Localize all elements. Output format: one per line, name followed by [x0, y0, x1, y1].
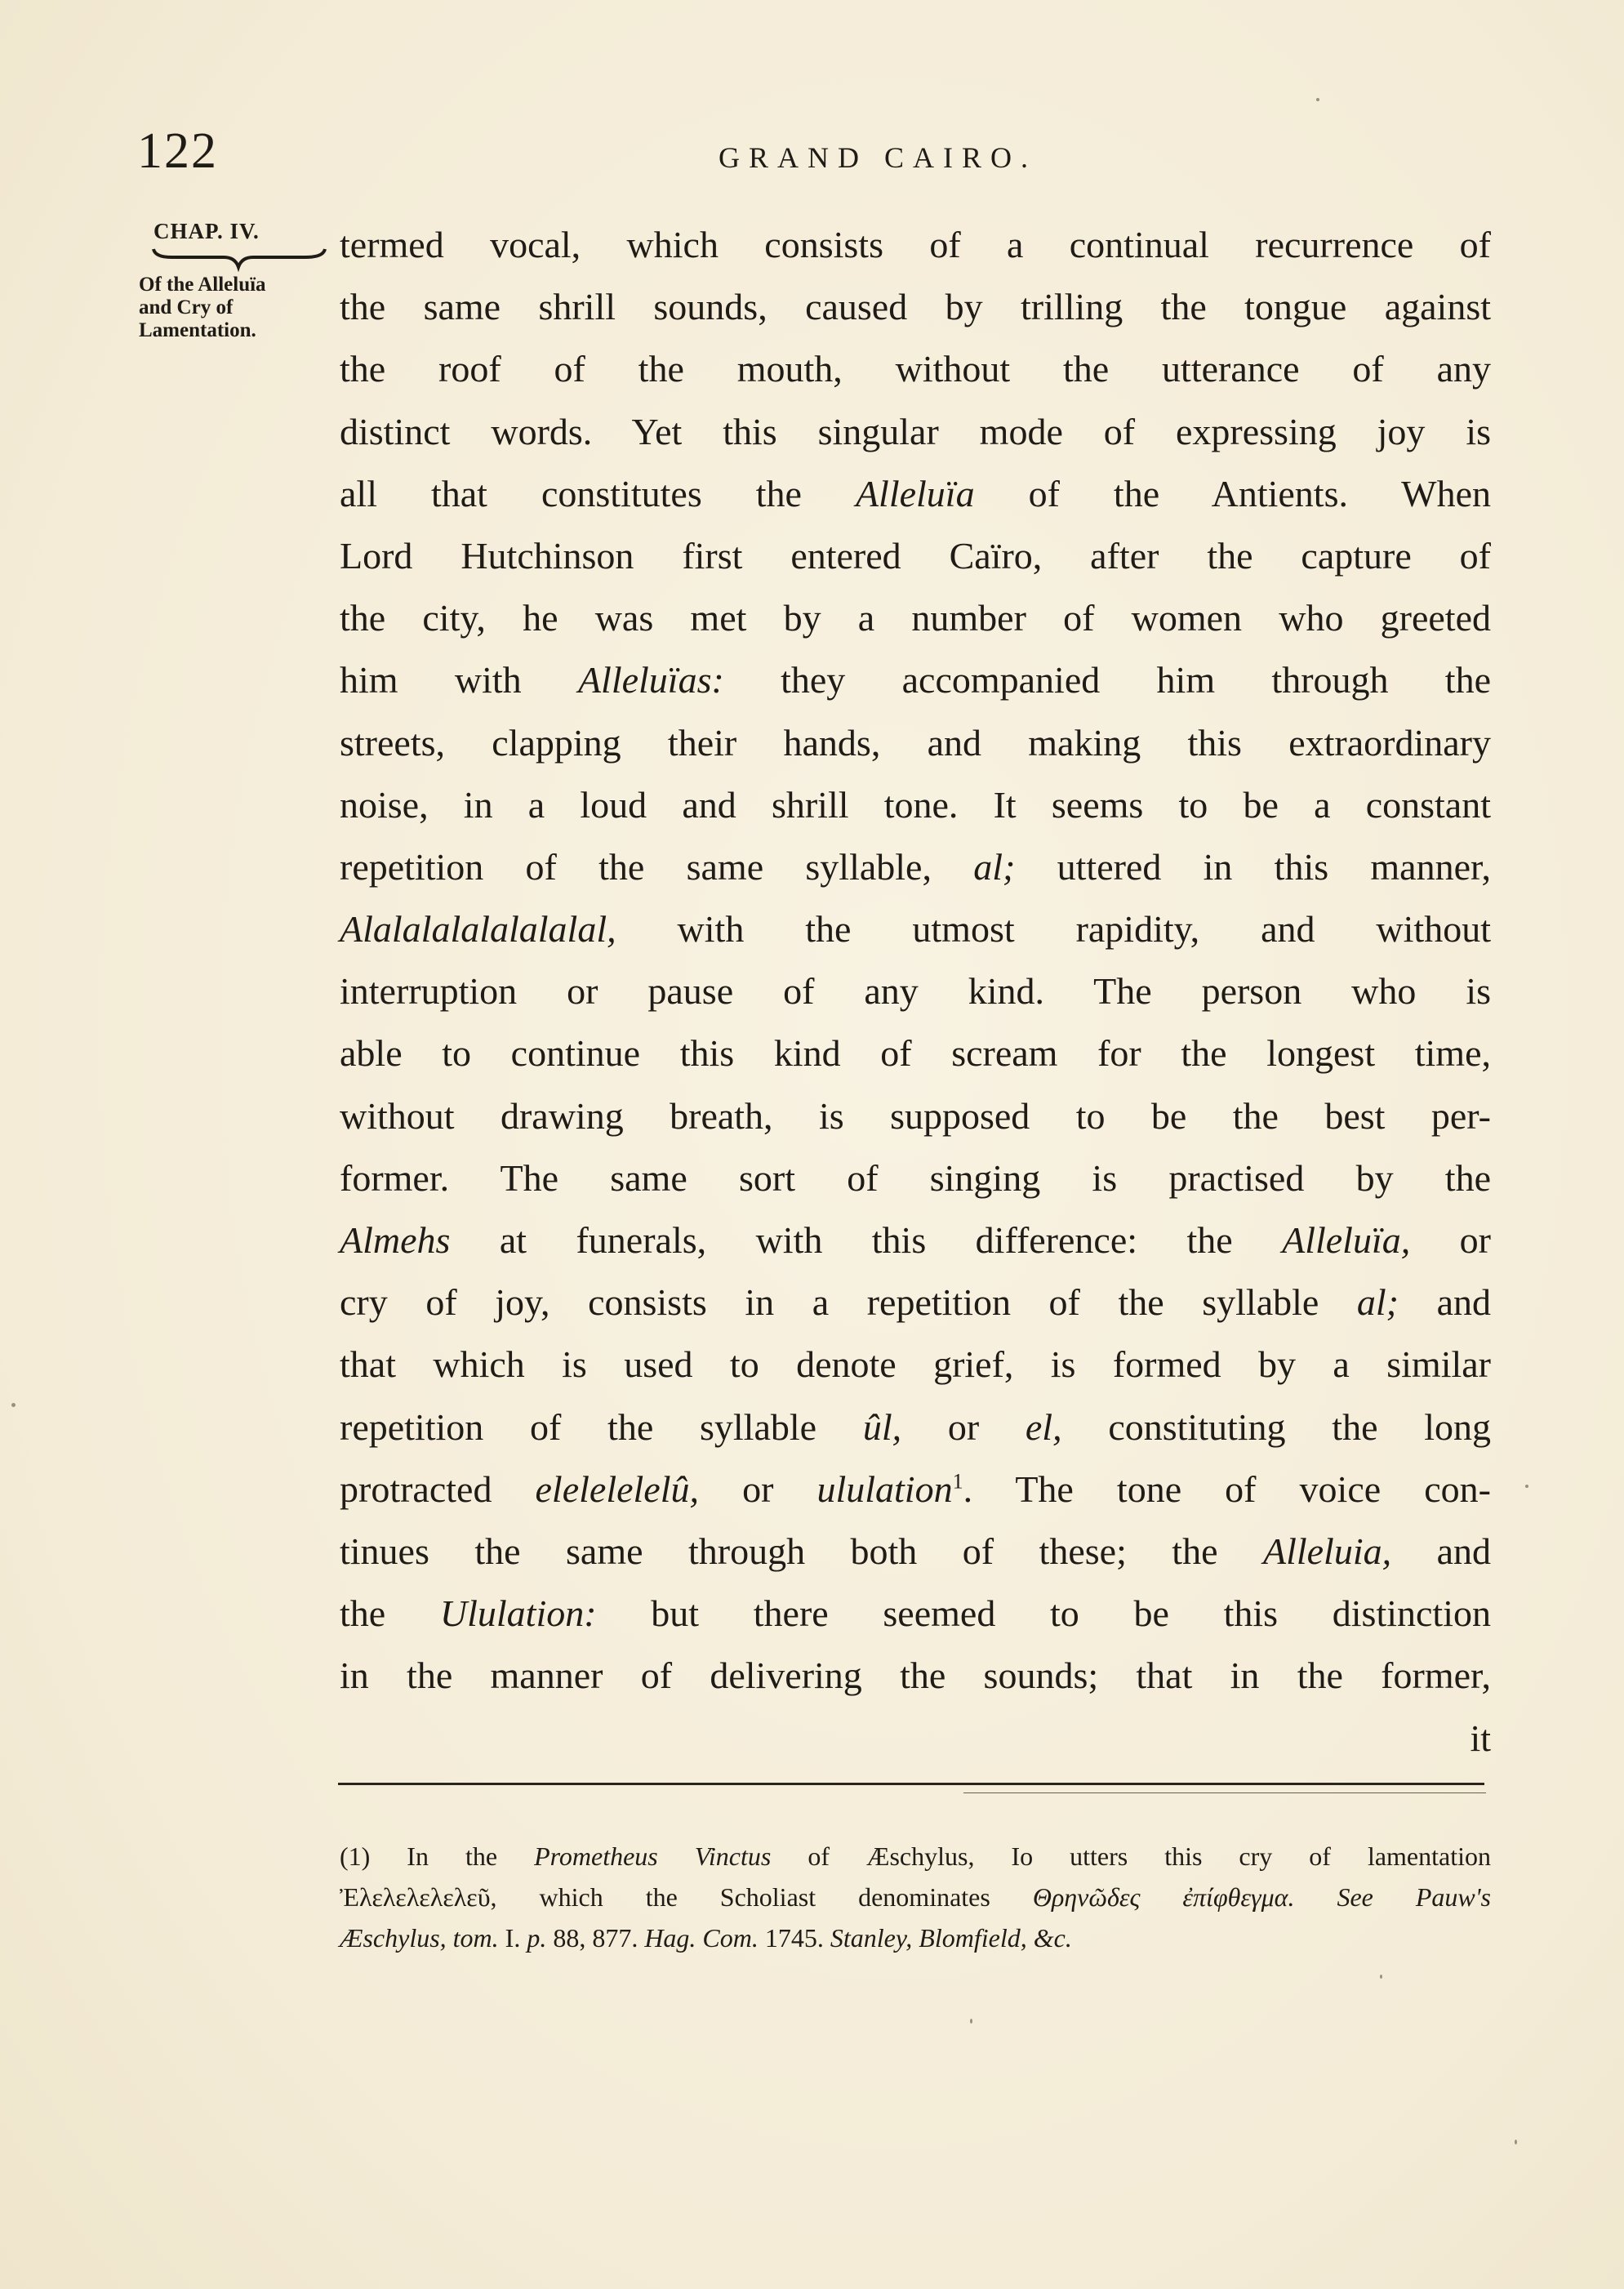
footnote-line: Ἐλελελελελεῦ, which the Scholiast denominates Θρηνῶδες ἐπίφθεγμα. See Pauw's [340, 1882, 1492, 1912]
paper-speck [970, 2019, 972, 2024]
text-line: cry of joy, consists in a repetition of the syllable al; and [340, 1281, 1491, 1324]
text-line: termed vocal, which consists of a continual recurrence of [340, 224, 1491, 265]
paper-speck [1515, 2140, 1517, 2144]
text-line: repetition of the syllable ûl, or el, constituting the long [340, 1405, 1491, 1448]
margin-note [139, 219, 327, 342]
curly-brace-icon [139, 244, 335, 272]
text-line: streets, clapping their hands, and making this extraordinary [340, 721, 1491, 764]
text-line: distinct words. Yet this singular mode of expressing joy is [340, 410, 1491, 452]
text-line: repetition of the same syllable, al; uttered in this manner, [340, 845, 1491, 888]
paper-speck [1380, 1975, 1382, 1979]
text-line: all that constitutes the Alleluïa of the Antients. When [340, 472, 1491, 514]
text-line: Lord Hutchinson first entered Caïro, after the capture of [340, 534, 1491, 577]
paper-speck [11, 1403, 16, 1407]
text-line: the roof of the mouth, without the utterance of any [340, 348, 1491, 390]
text-line: protracted elelelelelû, or ululation$^1$. The tone of voice con- [340, 1467, 1491, 1510]
text-line: without drawing breath, is supposed to be the best per- [340, 1094, 1491, 1137]
text-line: the city, he was met by a number of women who greeted [340, 597, 1491, 639]
text-line: noise, in a loud and shrill tone. It seems to be a constant [340, 783, 1491, 826]
main-text [340, 214, 1491, 1770]
text-line: former. The same sort of singing is practised by the [340, 1156, 1491, 1199]
text-line: interruption or pause of any kind. The person who is [340, 970, 1491, 1013]
text-line: tinues the same through both of these; the Alleluia, and [340, 1530, 1491, 1572]
paper-speck [1316, 98, 1319, 101]
footnote-line: (1) In the Prometheus Vinctus of Æschylus, Io utters this cry of lamentation [340, 1841, 1492, 1871]
footnote-rule [338, 1783, 1484, 1785]
running-head: GRAND CAIRO. [719, 141, 1038, 174]
footnote [340, 1836, 1491, 1958]
text-line: able to continue this kind of scream for the longest time, [340, 1032, 1491, 1075]
footnote-line: Æschylus, tom. I. p. 88, 877. Hag. Com. 1745. Stanley, Blomfield, &c. [340, 1923, 1072, 1953]
paper-speck [1525, 1485, 1528, 1488]
chapter-label: CHAP. IV. [154, 219, 260, 243]
text-line: Alalalalalalalalal, with the utmost rapidity, and without [340, 908, 1491, 951]
margin-note-text: Of the Alleluïa and Cry of Lamentation. [139, 274, 266, 341]
text-line: the Ululation: but there seemed to be this distinction [340, 1592, 1491, 1635]
page-number: 122 [137, 123, 218, 179]
text-line: the same shrill sounds, caused by trilling the tongue against [340, 286, 1491, 328]
text-line: Almehs at funerals, with this difference: the Alleluïa, or [340, 1219, 1491, 1261]
footnote-rule-thin [963, 1792, 1486, 1793]
catchword: it [1470, 1717, 1491, 1759]
text-line: him with Alleluïas: they accompanied him through the [340, 659, 1492, 701]
text-line: that which is used to denote grief, is formed by a similar [340, 1343, 1491, 1386]
text-line: in the manner of delivering the sounds; that in the former, [340, 1654, 1491, 1697]
footnote-marker: 1 [952, 1469, 963, 1494]
